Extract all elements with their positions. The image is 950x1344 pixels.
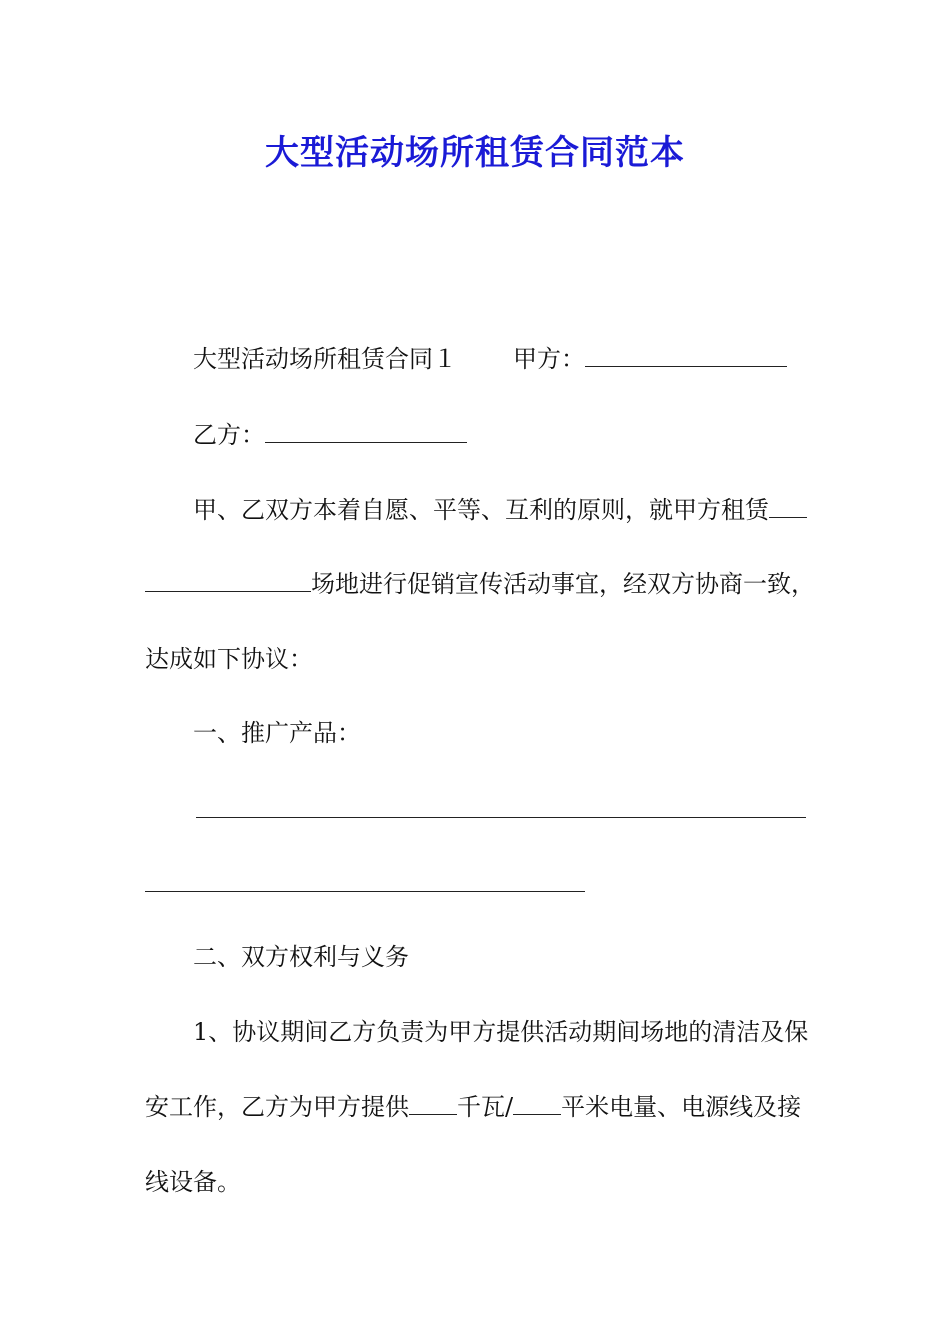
clause1-line2-c: 平米电量、电源线及接 <box>561 1093 802 1121</box>
venue-blank-b <box>145 567 311 592</box>
para1-line2 <box>145 567 815 601</box>
section2-heading: 二、双方权利与义务 <box>193 943 409 971</box>
product-blank-line2 <box>145 891 585 892</box>
clause1-line1: 1、协议期间乙方负责为甲方提供活动期间场地的清洁及保 <box>193 1018 809 1046</box>
area-blank <box>513 1090 561 1115</box>
clause1-line2-a: 安工作，乙方为甲方提供 <box>145 1093 409 1121</box>
venue-blank-a <box>769 493 807 518</box>
document-title: 大型活动场所租赁合同范本 <box>265 133 685 173</box>
party-b-label: 乙方： <box>193 421 265 449</box>
party-b-blank <box>265 418 467 443</box>
intro-label: 大型活动场所租赁合同１ <box>193 345 457 373</box>
para1-cont: 场地进行促销宣传活动事宜，经双方协商一致， <box>311 570 815 598</box>
product-blank-line1 <box>196 817 806 818</box>
power-blank <box>409 1090 457 1115</box>
party-a-label: 甲方： <box>513 345 585 373</box>
para1-end: 达成如下协议： <box>145 645 313 673</box>
party-b-line <box>193 418 467 452</box>
clause1-line3: 线设备。 <box>145 1168 241 1196</box>
party-a-blank <box>585 342 787 367</box>
section1-heading: 一、推广产品： <box>193 719 361 747</box>
para1-line1 <box>193 493 807 527</box>
para1-line3 <box>145 642 313 676</box>
clause1-line2-b: 千瓦/ <box>457 1093 514 1121</box>
clause1-line2 <box>145 1090 801 1124</box>
para1-start: 甲、乙双方本着自愿、平等、互利的原则，就甲方租赁 <box>193 496 769 524</box>
intro-line <box>193 342 787 376</box>
